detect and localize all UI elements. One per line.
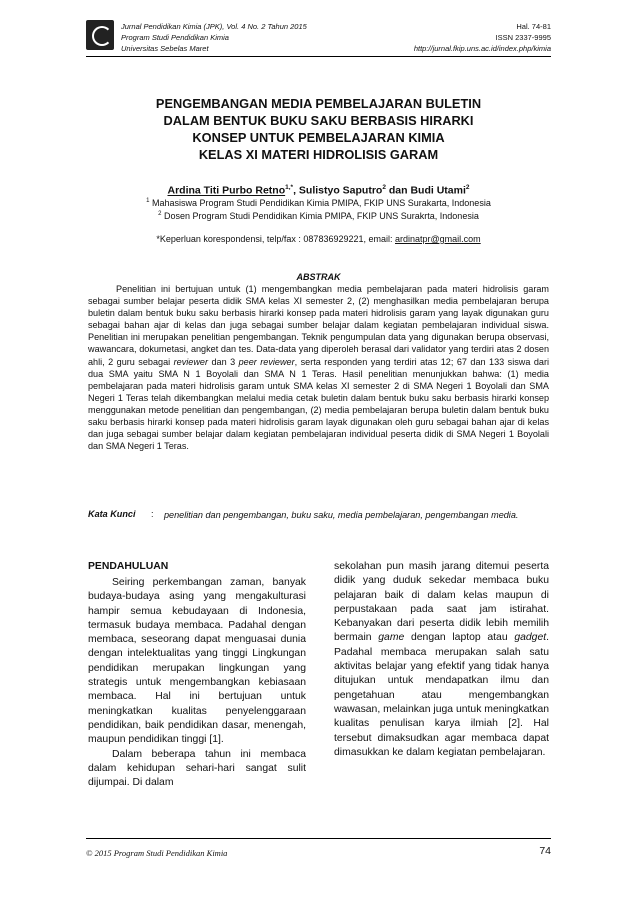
email-link[interactable]: ardinatpr@gmail.com <box>395 234 481 244</box>
author-list <box>86 184 551 197</box>
paragraph-italic: gadget <box>514 632 547 644</box>
paragraph-text: dengan laptop atau <box>404 632 515 644</box>
paragraph-text: sekolahan pun masih jarang ditemui peserta didik yang duduk sekedar membaca buku pelajaran baik di dalam kelas maupun di perpustakaan pada saat jam istirahat. Kebanyakan dari peserta didik lebih memilih bermain <box>334 561 549 644</box>
header-right <box>380 21 551 54</box>
journal-name: Jurnal Pendidikan Kimia (JPK), Vol. 4 No. 2 Tahun 2015 <box>121 22 307 31</box>
keywords-colon: : <box>151 509 154 519</box>
paragraph-italic: game <box>378 632 405 644</box>
page-range: Hal. 74-81 <box>516 22 551 31</box>
header-left <box>121 21 307 54</box>
footer-copyright: © 2015 Program Studi Pendidikan Kimia <box>86 848 228 858</box>
issn: ISSN 2337-9995 <box>495 33 551 42</box>
author-superscript: 2 <box>382 184 386 191</box>
title-line: PENGEMBANGAN MEDIA PEMBELAJARAN BULETIN <box>155 96 482 111</box>
university-name: Universitas Sebelas Maret <box>121 44 209 53</box>
affiliation-number: 2 <box>158 211 162 217</box>
affiliation-text: Dosen Program Studi Pendidikan Kimia PMIPA, FKIP UNS Surakrta, Indonesia <box>161 211 479 221</box>
author-superscript: 1,* <box>285 184 294 191</box>
author-name: dan Budi Utami <box>385 184 466 197</box>
section-heading: PENDAHULUAN <box>88 561 169 572</box>
journal-url[interactable]: http://jurnal.fkip.uns.ac.id/index.php/kimia <box>413 44 551 53</box>
affiliation <box>86 198 551 208</box>
correspondence <box>86 234 551 244</box>
paragraph-text: . Padahal membaca merupakan salah satu aktivitas belajar yang efektif yang tidak hanya ditujukan untuk mendapatkan ilmu dan pengetahuan atau mengembangkan wawasan, melainkan juga untuk meningkatkan kualitas penulisan karya ilmiah [2]. Hal tersebut dimaksudkan agar membaca dapat dimasukkan ke dalam kegiatan pembelajaran. <box>334 632 549 758</box>
title-line: KONSEP UNTUK PEMBELAJARAN KIMIA <box>192 130 445 145</box>
title-line: KELAS XI MATERI HIDROLISIS GARAM <box>198 147 439 162</box>
header-divider <box>86 56 551 57</box>
abstract-body <box>88 283 549 452</box>
body-column-right <box>334 560 549 760</box>
title-line: DALAM BENTUK BUKU SAKU BERBASIS HIRARKI <box>163 113 474 128</box>
abstract-text: , serta responden yang terdiri atas 12; 67 dan 133 siswa dari dua SMA yaitu SMA N 1 Boyolali dan SMA N 1 Teras. Hasil penelitian menunjukkan bahwa: (1) media pembelajaran pada materi hidrolisis garam untuk SMA kelas XI semester 2 di SMA Negeri 1 Boyolali dan SMA Negeri 1 Teras telah dikembangkan melalui media cetak buletin dalam bentuk buku saku berbasis hirarki konsep menggunakan metode penelitian dan pengembangan, (2) media pembelajaran berupa buletin dalam bentuk buku saku berbasis hirarki konsep pada materi hidrolisis garam layak digunakan oleh guru sebagai bahan ajar di kelas dan juga sebagai sumber belajar dalam kegiatan pembelajaran individual peserta didik di SMA Negeri 1 Boyolali dan SMA Negeri 1 Teras. <box>88 356 550 452</box>
author-name: Ardina Titi Purbo Retno <box>167 184 286 197</box>
footer-divider <box>86 838 551 839</box>
keywords-text: penelitian dan pengembangan, buku saku, media pembelajaran, pengembangan media. <box>164 510 519 520</box>
program-name: Program Studi Pendidikan Kimia <box>121 33 229 42</box>
author-name: , Sulistyo Saputro <box>293 184 383 197</box>
abstract-italic: reviewer <box>173 356 208 367</box>
journal-logo <box>86 20 114 50</box>
abstract-heading: ABSTRAK <box>296 272 341 282</box>
paragraph: Seiring perkembangan zaman, banyak budaya-budaya asing yang mengakulturasi hampir semua kebudayaan di Indonesia, termasuk budaya membaca. Padahal dengan membaca, seseorang dapat menguasai dunia dengan intelektualitas yang tinggi Lingkungan pendidikan merupakan lingkungan yang strategis untuk mengembangkan kebiasaan membaca. Hal ini bertujuan untuk meningkatkan kualitas penyelenggaraan pendidikan, baik pendidikan dasar, menengah, maupun pendidikan tinggi [1]. <box>88 577 306 746</box>
paragraph: Dalam beberapa tahun ini membaca dalam kehidupan sehari-hari sangat sulit dijumpai. Di dalam <box>88 748 306 789</box>
abstract-text: Penelitian ini bertujuan untuk (1) mengembangkan media pembelajaran pada materi hidrolisis garam sebagai sumber belajar peserta didik SMA kelas XI semester 2, (2) menghasilkan media pembelajaran berupa buletin dalam bentuk buku saku berbasis hirarki konsep pada materi hidrolisis garam yang layak digunakan guru sebagai bahan ajar di kelas dan juga sebagai sumber belajar dalam kegiatan pembelajaran individual siswa. Penelitian ini merupakan penelitian pengembangan. Teknik pengumpulan data yang digunakan berupa observasi, wawancara, dokumetasi, angket dan tes. Data-data yang diperoleh berasal dari validator yang terdiri atas 2 dosen ahli, 2 guru sebagai <box>88 284 549 367</box>
keywords-label: Kata Kunci <box>88 509 136 519</box>
body-column-left <box>88 576 306 790</box>
affiliation-number: 1 <box>146 198 150 204</box>
author-superscript: 2 <box>465 184 470 191</box>
affiliation-text: Mahasiswa Program Studi Pendidikan Kimia PMIPA, FKIP UNS Surakarta, Indonesia <box>149 198 491 208</box>
correspondence-text: *Keperluan korespondensi, telp/fax : 087836929221, email: <box>156 234 395 244</box>
affiliation <box>86 211 551 221</box>
abstract-text: dan 3 <box>208 356 239 367</box>
article-title <box>86 95 551 163</box>
paragraph <box>334 560 549 760</box>
page-number: 74 <box>539 845 551 857</box>
abstract-italic: peer reviewer <box>238 356 295 367</box>
